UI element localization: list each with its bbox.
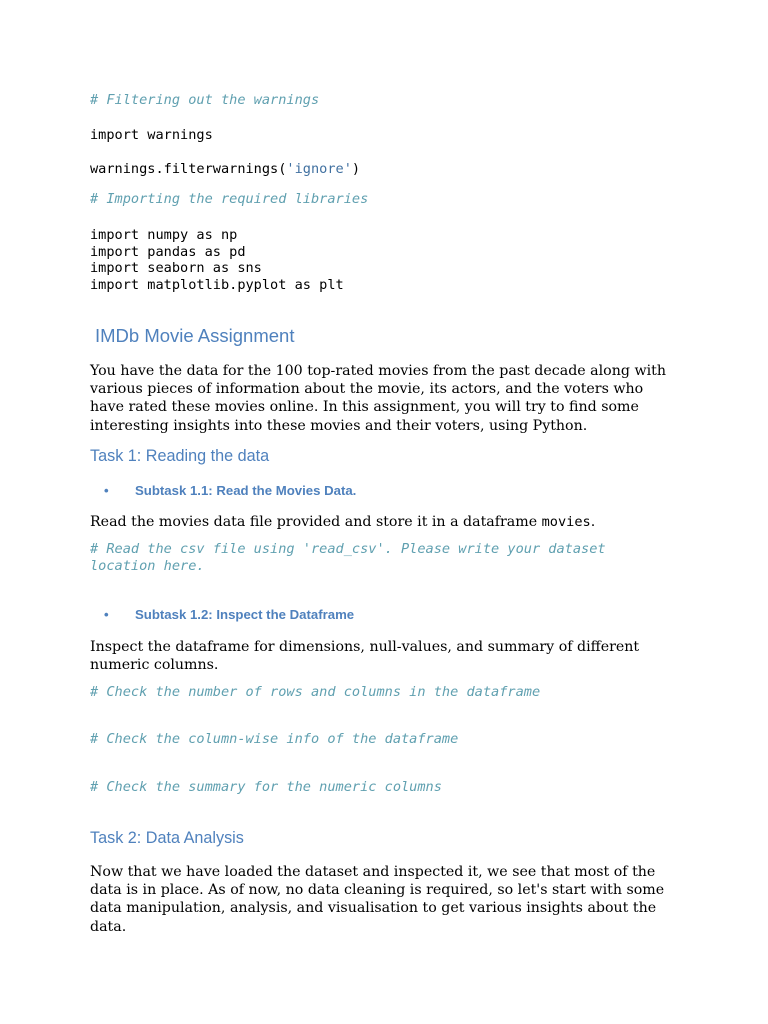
bullet-icon: • [104,483,109,498]
code-comment-importing-libraries: # Importing the required libraries [90,191,369,207]
code-call-prefix: warnings.filterwarnings( [90,161,287,177]
code-comment-numeric-summary: # Check the summary for the numeric columns [90,779,442,795]
code-line-import-matplotlib: import matplotlib.pyplot as plt [90,276,344,293]
code-line-import-warnings: import warnings [90,127,213,143]
code-comment-column-info: # Check the column-wise info of the dataframe [90,731,459,747]
subtask-1-2-text: Inspect the dataframe for dimensions, null-values, and summary of different numeric columns. [90,639,640,674]
subtask-1-1-text-before: Read the movies data file provided and store it in a dataframe [90,514,542,530]
task1-heading: Task 1: Reading the data [90,447,270,465]
subtask-1-1-heading [104,483,356,498]
code-comment-read-csv-line1: # Read the csv file using 'read_csv'. Please write your dataset [90,541,606,557]
code-line-filterwarnings [90,161,360,178]
code-line-import-pandas: import pandas as pd [90,243,246,260]
code-line-import-numpy: import numpy as np [90,227,238,243]
code-string-ignore: 'ignore' [286,161,352,177]
subtask-1-1-text-after: . [590,514,596,530]
subtask-1-2-heading [104,607,354,622]
task2-paragraph: Now that we have loaded the dataset and inspected it, we see that most of the data is in place. As of now, no data cleaning is required, so let's start with some data manipulation, analysis, and visualisation to get various insights about the data. [90,864,665,935]
code-comment-rows-columns: # Check the number of rows and columns in the dataframe [90,684,541,700]
code-comment-read-csv-line2: location here. [90,557,205,574]
subtask-1-1-text [90,513,680,531]
subtask-1-1-label: Subtask 1.1: Read the Movies Data. [135,483,357,498]
code-line-import-seaborn: import seaborn as sns [90,260,262,276]
subtask-1-2-label: Subtask 1.2: Inspect the Dataframe [135,607,355,622]
task2-heading: Task 2: Data Analysis [90,829,244,847]
code-comment-filtering-warnings: # Filtering out the warnings [90,92,320,108]
code-call-suffix: ) [351,161,361,177]
bullet-icon: • [104,607,109,622]
intro-paragraph: You have the data for the 100 top-rated movies from the past decade along with various pieces of information about the movie, its actors, and the voters who have rated these movies online. In this assignment, you will try to find some interesting insights into these movies and their voters, using Python. [90,363,666,434]
inline-code-movies: movies [541,514,591,530]
page-title: IMDb Movie Assignment [95,325,295,346]
